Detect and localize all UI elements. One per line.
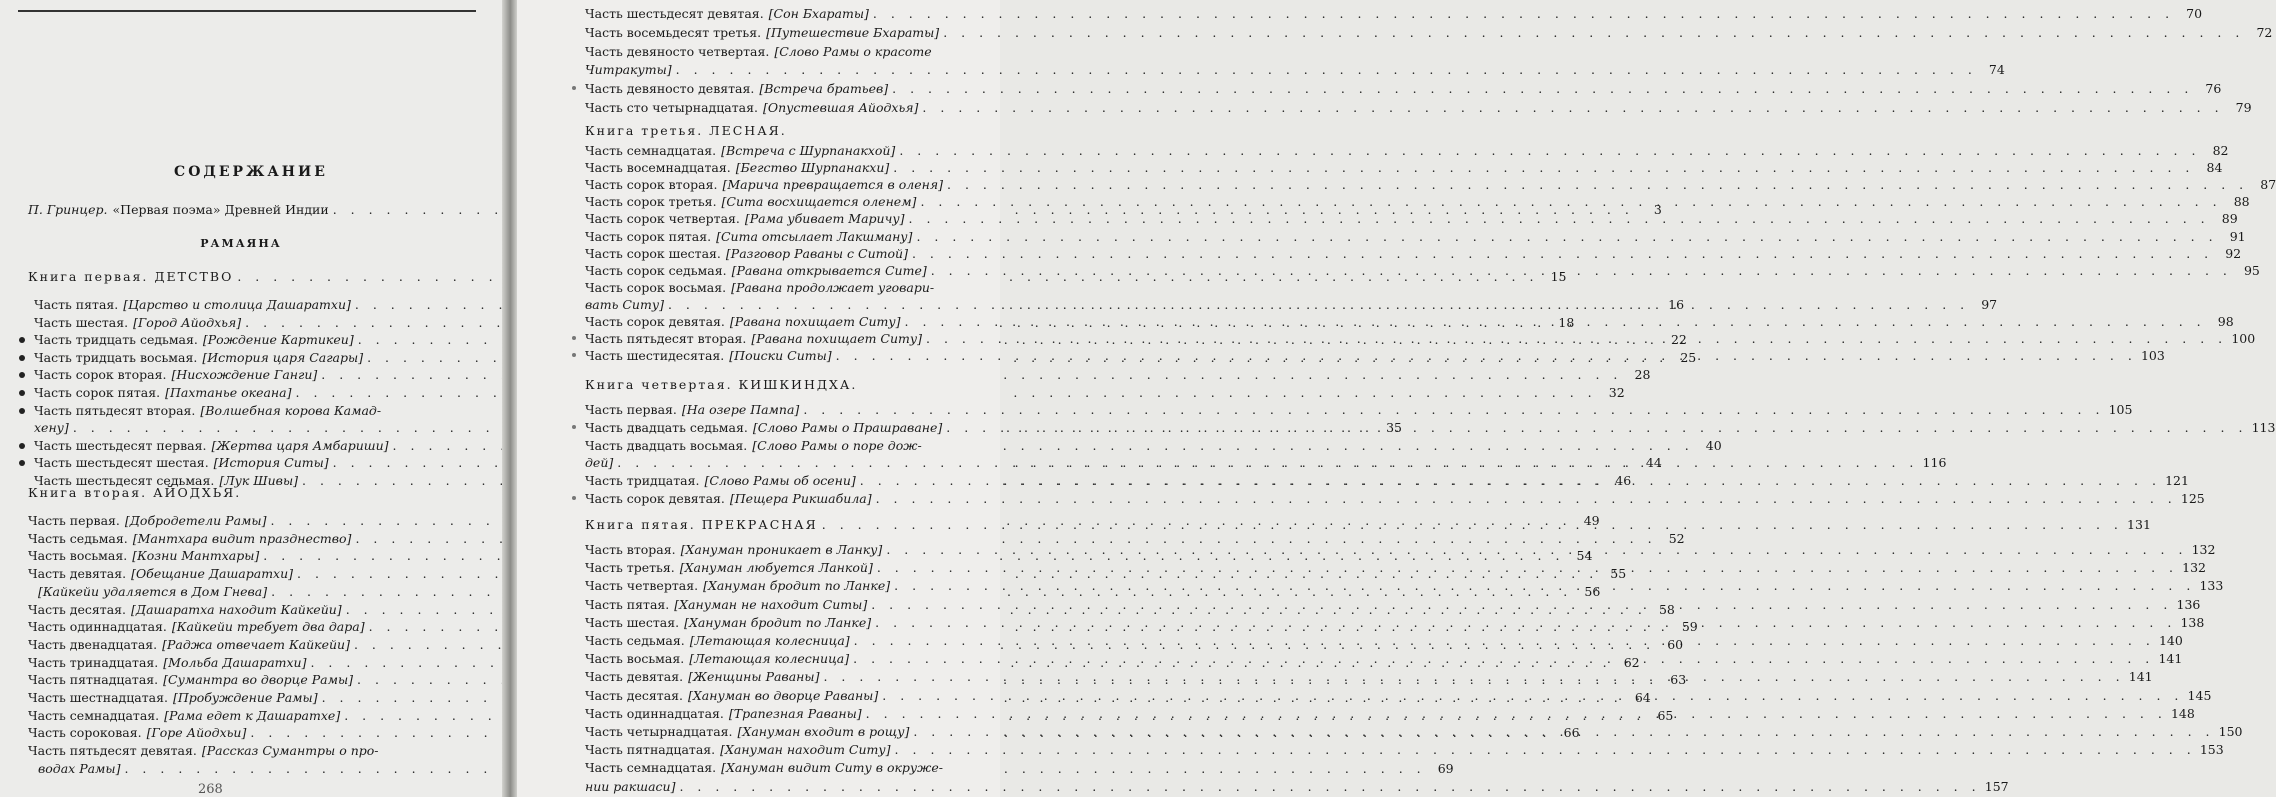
entry-description: [Добродетели Рамы] <box>124 513 267 528</box>
bullet-marker <box>19 337 25 343</box>
entry-label: Часть первая. <box>28 513 120 528</box>
leader-dots <box>946 419 2247 437</box>
page-ref: 58 <box>1658 601 1675 617</box>
entry-label: Часть восьмая. <box>28 548 128 564</box>
toc-entry <box>585 741 2224 759</box>
book3-heading <box>585 122 965 140</box>
leader-dots <box>894 577 2195 595</box>
entry-label: Часть тридцать восьмая. <box>34 349 198 365</box>
entry-label: Часть первая. <box>585 402 677 417</box>
entry-description: [Лук Шивы] <box>219 473 299 488</box>
entry-label: Часть восемьдесят третья. <box>585 24 762 40</box>
bullet-marker <box>572 353 576 357</box>
page-ref: 141 <box>2158 651 2183 667</box>
entry-description: водах Рамы] <box>38 760 121 776</box>
page-ref: 25 <box>1680 349 1697 365</box>
entry-description: [Равана открывается Сите] <box>731 262 927 278</box>
entry-label: Часть шестьдесят первая. <box>34 437 207 453</box>
page-ref: 150 <box>2218 724 2243 739</box>
entry-label: Часть третья. <box>585 560 675 576</box>
entry-description: [Равана продолжает уговари- <box>731 279 935 295</box>
page-ref: 125 <box>2180 491 2205 506</box>
entry-label: Часть десятая. <box>585 687 684 703</box>
bullet-marker <box>572 496 576 500</box>
page-ref: 63 <box>1670 672 1687 688</box>
entry-label: Часть шестая. <box>585 614 680 630</box>
entry-description: [Равана похищает Ситу] <box>729 314 901 329</box>
entry-label: Часть седьмая. <box>28 530 128 546</box>
entry-label: Часть одиннадцатая. <box>585 705 724 721</box>
entry-description: [Хануман любуется Ланкой] <box>679 560 873 576</box>
book4-heading <box>585 376 965 394</box>
page-ref: 44 <box>1645 455 1662 471</box>
leader-dots <box>875 614 2176 632</box>
bullet-marker <box>19 355 25 361</box>
page-ref: 74 <box>1988 62 2005 78</box>
bullet-marker <box>572 425 576 429</box>
entry-label: Часть сорок вторая. <box>34 367 167 383</box>
entry-description: [Опустевшая Айодхья] <box>762 100 919 115</box>
book-title: Книга четвертая. КИШКИНДХА. <box>585 377 858 392</box>
leader-dots <box>854 632 2155 650</box>
page-ref: 35 <box>1386 420 1402 436</box>
entry-description: [Марича превращается в оленя] <box>722 177 943 193</box>
bullet-marker <box>19 372 25 378</box>
page-ref: 116 <box>1922 455 1947 471</box>
entry-label: Часть сорок девятая. <box>585 491 725 506</box>
page-ref: 84 <box>2206 160 2223 176</box>
entry-description: [Хануман видит Ситу в окруже- <box>721 760 944 776</box>
leader-dots <box>822 516 2123 534</box>
toc-entry <box>585 193 2250 211</box>
bullet-marker <box>19 443 25 449</box>
entry-description: [Летающая колесница] <box>689 633 850 648</box>
toc-entry <box>585 228 2246 246</box>
entry-description: [Царство и столица Дашаратхи] <box>123 297 351 312</box>
page-ref: 113 <box>2251 419 2276 435</box>
toc-entry <box>585 210 2238 228</box>
entry-label: Часть сорок седьмая. <box>585 262 727 278</box>
toc-entry <box>585 24 2273 42</box>
toc-entry <box>585 437 977 455</box>
entry-label: Часть шестая. <box>34 314 129 330</box>
entry-description: [Слово Рамы о красоте <box>774 43 932 59</box>
toc-entry <box>585 490 2205 508</box>
header-rule <box>18 10 476 12</box>
leader-dots <box>913 723 2214 741</box>
entry-description: [Пещера Рикшабила] <box>729 491 872 506</box>
entry-description: [Жертва царя Амбариши] <box>211 437 389 453</box>
leader-dots <box>823 668 2124 686</box>
leader-dots <box>926 330 2227 348</box>
entry-label: Часть пятнадцатая. <box>28 672 159 688</box>
leader-dots <box>803 401 2104 419</box>
leader-dots <box>922 99 2223 117</box>
page-ref: 136 <box>2176 596 2201 612</box>
entry-description: [Пахтанье океана] <box>165 385 292 400</box>
entry-description: [Кайкейи требует два дара] <box>171 619 365 635</box>
page-ref: 62 <box>1623 654 1640 670</box>
book-title: Книга третья. ЛЕСНАЯ. <box>585 123 787 138</box>
entry-description: [Встреча с Шурпанакхой] <box>721 143 896 158</box>
leader-dots <box>892 80 2193 98</box>
page-ref: 65 <box>1657 707 1674 723</box>
entry-label: Часть тридцатая. <box>585 473 700 489</box>
book2-heading <box>28 484 418 502</box>
book-title: Книга первая. ДЕТСТВО <box>28 269 234 284</box>
entry-description: нии ракшаси] <box>585 778 676 794</box>
leader-dots <box>873 5 2174 23</box>
page-ref: 105 <box>2108 402 2133 417</box>
entry-description: [Сита восхищается оленем] <box>721 194 917 210</box>
bullet-marker <box>19 460 25 466</box>
page-ref: 100 <box>2231 331 2256 347</box>
page-ref: 18 <box>1558 314 1575 330</box>
book-title: Книга вторая. АЙОДХЬЯ. <box>28 485 242 500</box>
page-ref: 138 <box>2180 614 2205 630</box>
entry-label: Часть пятьдесят вторая. <box>585 331 747 347</box>
leader-dots <box>912 245 2213 263</box>
entry-label: Часть сорок шестая. <box>585 245 721 261</box>
toc-entry <box>585 61 2005 79</box>
entry-label: Часть семнадцатая. <box>28 707 160 723</box>
page-ref: 40 <box>1705 437 1722 453</box>
intro-author: П. Гринцер. <box>28 202 108 217</box>
entry-label: Часть семнадцатая. <box>585 143 717 158</box>
entry-label: Часть тридцать седьмая. <box>34 332 198 348</box>
entry-label: Часть двадцать восьмая. <box>585 437 748 453</box>
page-ref: 148 <box>2170 705 2195 721</box>
entry-description: [Слово Рамы об осени] <box>704 473 856 489</box>
bullet-marker <box>572 86 576 90</box>
entry-description: [Поиски Ситы] <box>729 348 832 364</box>
entry-label: Часть сорок пятая. <box>34 385 161 400</box>
entry-description: [Путешествие Бхараты] <box>766 24 940 40</box>
page-ref: 64 <box>1634 690 1651 705</box>
entry-description: [Летающая колесница] <box>689 651 850 667</box>
entry-description: [Сита отсылает Лакшману] <box>716 228 913 244</box>
toc-entry <box>585 279 977 297</box>
page-ref: 59 <box>1681 619 1698 635</box>
entry-description: [Встреча братьев] <box>759 81 889 97</box>
leader-dots <box>916 228 2217 246</box>
entry-description: [Разговор Раваны с Ситой] <box>725 245 908 261</box>
entry-label: Часть пятая. <box>34 297 119 312</box>
page-ref: 103 <box>2140 348 2165 364</box>
entry-label: Часть шестнадцатая. <box>28 690 168 705</box>
entry-description: [Горе Айодхьи] <box>146 725 247 741</box>
leader-dots <box>679 778 1980 796</box>
leader-dots <box>943 24 2244 42</box>
ramayana-title: РАМАЯНА <box>200 237 282 250</box>
entry-description: [История Ситы] <box>213 455 329 471</box>
entry-description: [Рассказ Сумантры о про- <box>201 743 379 759</box>
entry-description: [История царя Сагары] <box>202 349 364 365</box>
toc-entry <box>585 401 2133 419</box>
entry-description: [Слово Рамы о Прашраване] <box>752 419 943 435</box>
leader-dots <box>909 210 2210 228</box>
entry-label: Часть сорок третья. <box>585 194 717 210</box>
bullet-marker <box>19 390 25 396</box>
leader-dots <box>893 159 2194 177</box>
entry-description: [Хануман проникает в Ланку] <box>680 542 883 557</box>
leader-dots <box>920 193 2221 211</box>
entry-label: Часть четвертая. <box>585 578 699 594</box>
page-ref: 46 <box>1615 473 1632 488</box>
page-ref: 92 <box>2225 245 2242 261</box>
entry-description: [Хануман находит Ситу] <box>720 742 891 758</box>
leader-dots <box>676 61 1977 79</box>
book-title: Книга пятая. ПРЕКРАСНАЯ <box>585 517 818 532</box>
entry-description: [На озере Пампа] <box>681 402 800 417</box>
page-ref: 56 <box>1584 583 1601 599</box>
page-ref: 131 <box>2127 517 2151 532</box>
page-ref: 132 <box>2182 560 2206 576</box>
page-ref: 70 <box>2186 6 2203 21</box>
entry-description: [Хануман не находит Ситы] <box>674 596 868 612</box>
leader-dots <box>668 296 1969 314</box>
page-ref: 69 <box>1437 760 1454 776</box>
entry-description: [Пробуждение Рамы] <box>172 690 318 705</box>
page-number: 268 <box>198 782 223 797</box>
page-ref: 49 <box>1583 513 1600 528</box>
entry-label: Часть десятая. <box>28 601 127 617</box>
entry-description: [Трапезная Раваны] <box>728 705 862 721</box>
leader-dots <box>905 313 2206 331</box>
page-ref: 16 <box>1668 297 1685 312</box>
entry-label: Часть пятьдесят вторая. <box>34 402 196 418</box>
leader-dots <box>876 490 2177 508</box>
entry-description: [Хануман во дворце Раваны] <box>688 687 879 703</box>
entry-description: [Женщины Раваны] <box>688 669 820 685</box>
toc-entry <box>585 80 2222 98</box>
entry-description: [Раджа отвечает Кайкейи] <box>162 636 350 652</box>
toc-entry <box>28 742 406 760</box>
entry-description: [Мольба Дашаратхи] <box>163 654 307 670</box>
page-ref: 55 <box>1610 566 1627 582</box>
leader-dots <box>947 176 2248 194</box>
page-ref: 28 <box>1634 367 1651 383</box>
page-ref: 91 <box>2229 228 2246 244</box>
leader-dots <box>836 347 2137 365</box>
toc-entry <box>585 245 2242 263</box>
leader-dots <box>853 650 2154 668</box>
entry-label: Часть сорок девятая. <box>585 314 725 329</box>
entry-description: [Кайкейи удаляется в Дом Гнева] <box>38 583 268 599</box>
entry-description: [Бегство Шурпанакхи] <box>735 160 890 176</box>
entry-description: [Хануман бродит по Ланке] <box>703 578 891 594</box>
entry-label: Часть девятая. <box>585 669 684 685</box>
page-ref: 95 <box>2243 262 2260 278</box>
leader-dots <box>877 559 2178 577</box>
page-ref: 79 <box>2235 100 2252 115</box>
page-ref: 145 <box>2187 687 2212 703</box>
entry-description: Читракуты] <box>585 62 672 78</box>
toc-entry <box>585 159 2223 177</box>
toc-entry <box>28 530 1685 548</box>
entry-label: Часть четырнадцатая. <box>585 724 733 739</box>
entry-label: Часть пятьдесят девятая. <box>28 743 197 759</box>
entry-description: [Нисхождение Ганги] <box>171 367 318 383</box>
entry-label: Часть сороковая. <box>28 725 142 741</box>
page-ref: 54 <box>1576 548 1593 564</box>
entry-description: вать Ситу] <box>585 296 664 312</box>
toc-entry <box>585 778 2009 796</box>
page-ref: 87 <box>2260 177 2276 193</box>
bullet-marker <box>572 336 576 340</box>
entry-label: Часть сорок четвертая. <box>585 211 740 227</box>
entry-label: Часть сорок восьмая. <box>585 279 727 295</box>
entry-label: Часть семнадцатая. <box>585 760 717 776</box>
entry-label: Часть девяносто четвертая. <box>585 43 770 59</box>
page-ref: 88 <box>2233 194 2250 210</box>
page-ref: 133 <box>2199 578 2224 594</box>
page-ref: 97 <box>1981 296 1998 312</box>
toc-entry <box>34 402 406 420</box>
page-ref: 140 <box>2158 633 2183 648</box>
entry-description: [Равана похищает Ситу] <box>751 331 923 347</box>
entry-label: Часть сорок вторая. <box>585 177 718 193</box>
entry-label: Часть девяносто девятая. <box>585 81 755 97</box>
page-ref: 52 <box>1668 530 1685 546</box>
entry-label: Часть шестидесятая. <box>585 348 725 364</box>
intro-title: «Первая поэма» Древней Индии <box>112 202 329 217</box>
leader-dots <box>899 142 2200 160</box>
entry-description: [Обещание Дашаратхи] <box>131 566 294 582</box>
page-ref: 60 <box>1667 636 1684 652</box>
page-ref: 3 <box>1653 202 1662 217</box>
toc-entry <box>585 43 977 61</box>
entry-description: [Сон Бхараты] <box>768 6 869 21</box>
page-ref: 76 <box>2205 81 2222 97</box>
entry-label: Часть одиннадцатая. <box>28 619 167 635</box>
toc-entry <box>585 142 2229 160</box>
page-ref: 82 <box>2212 143 2229 158</box>
leader-dots <box>931 262 2232 280</box>
bullet-marker <box>19 408 25 414</box>
leader-dots <box>895 741 2196 759</box>
entry-description: [Город Айодхья] <box>133 314 242 330</box>
entry-label: Часть девятая. <box>28 566 127 582</box>
entry-label: Часть двадцать седьмая. <box>585 419 748 435</box>
leader-dots <box>617 454 1918 472</box>
page-ref: 157 <box>1984 778 2009 794</box>
page-ref: 15 <box>1550 269 1567 284</box>
entry-label: Часть тринадцатая. <box>28 654 159 670</box>
page-ref: 98 <box>2217 314 2234 329</box>
entry-description: [Рама убивает Маричу] <box>744 211 905 227</box>
entry-description: хену] <box>34 420 69 436</box>
entry-description: [Рама едет к Дашаратхе] <box>164 707 341 723</box>
entry-description: [Дашаратха находит Кайкейи] <box>131 601 342 617</box>
entry-label: Часть шестьдесят девятая. <box>585 6 764 21</box>
entry-description: [Козни Мантхары] <box>132 548 260 564</box>
toc-entry <box>34 366 1651 384</box>
toc-entry <box>585 99 2252 117</box>
page-ref: 141 <box>2128 669 2153 685</box>
entry-description: [Слово Рамы о поре дож- <box>752 437 922 453</box>
page-ref: 22 <box>1670 332 1687 348</box>
page-ref: 153 <box>2199 742 2224 758</box>
toc-entry <box>585 759 977 777</box>
contents-title: СОДЕРЖАНИЕ <box>174 164 328 180</box>
entry-label: Часть пятнадцатая. <box>585 742 716 758</box>
leader-dots <box>886 541 2187 559</box>
leader-dots <box>882 687 2183 705</box>
page-ref: 72 <box>2256 24 2273 40</box>
toc-entry <box>585 5 2203 23</box>
entry-label: Часть сорок пятая. <box>585 228 712 244</box>
entry-label: Часть шестьдесят шестая. <box>34 455 209 471</box>
entry-description: [Сумантра во дворце Рамы] <box>163 672 354 688</box>
leader-dots <box>871 596 2172 614</box>
entry-description: [Мантхара видит празднество] <box>132 530 352 546</box>
entry-description: [Волшебная корова Камад- <box>200 402 382 418</box>
entry-label: Часть двенадцатая. <box>28 636 158 652</box>
entry-label: Часть вторая. <box>585 542 676 557</box>
entry-label: Часть восемнадцатая. <box>585 160 731 176</box>
page-ref: 132 <box>2191 542 2216 557</box>
entry-label: Часть восьмая. <box>585 651 685 667</box>
page-ref: 32 <box>1608 385 1625 400</box>
entry-label: Часть сто четырнадцатая. <box>585 100 758 115</box>
entry-description: [Хануман входит в рощу] <box>737 724 910 739</box>
entry-description: [Рождение Картикеи] <box>202 332 354 348</box>
leader-dots <box>866 705 2167 723</box>
page-ref: 121 <box>2165 473 2189 489</box>
leader-dots <box>860 472 2161 490</box>
entry-label: Часть седьмая. <box>585 633 685 648</box>
page-ref: 66 <box>1563 725 1580 741</box>
entry-label: Часть шестьдесят седьмая. <box>34 473 215 488</box>
toc-entry <box>585 176 2276 194</box>
entry-label: Часть пятая. <box>585 596 670 612</box>
entry-description: дей] <box>585 455 614 471</box>
page-ref: 89 <box>2221 211 2238 227</box>
entry-description: [Хануман бродит по Ланке] <box>684 614 872 630</box>
book-gutter <box>502 0 517 797</box>
